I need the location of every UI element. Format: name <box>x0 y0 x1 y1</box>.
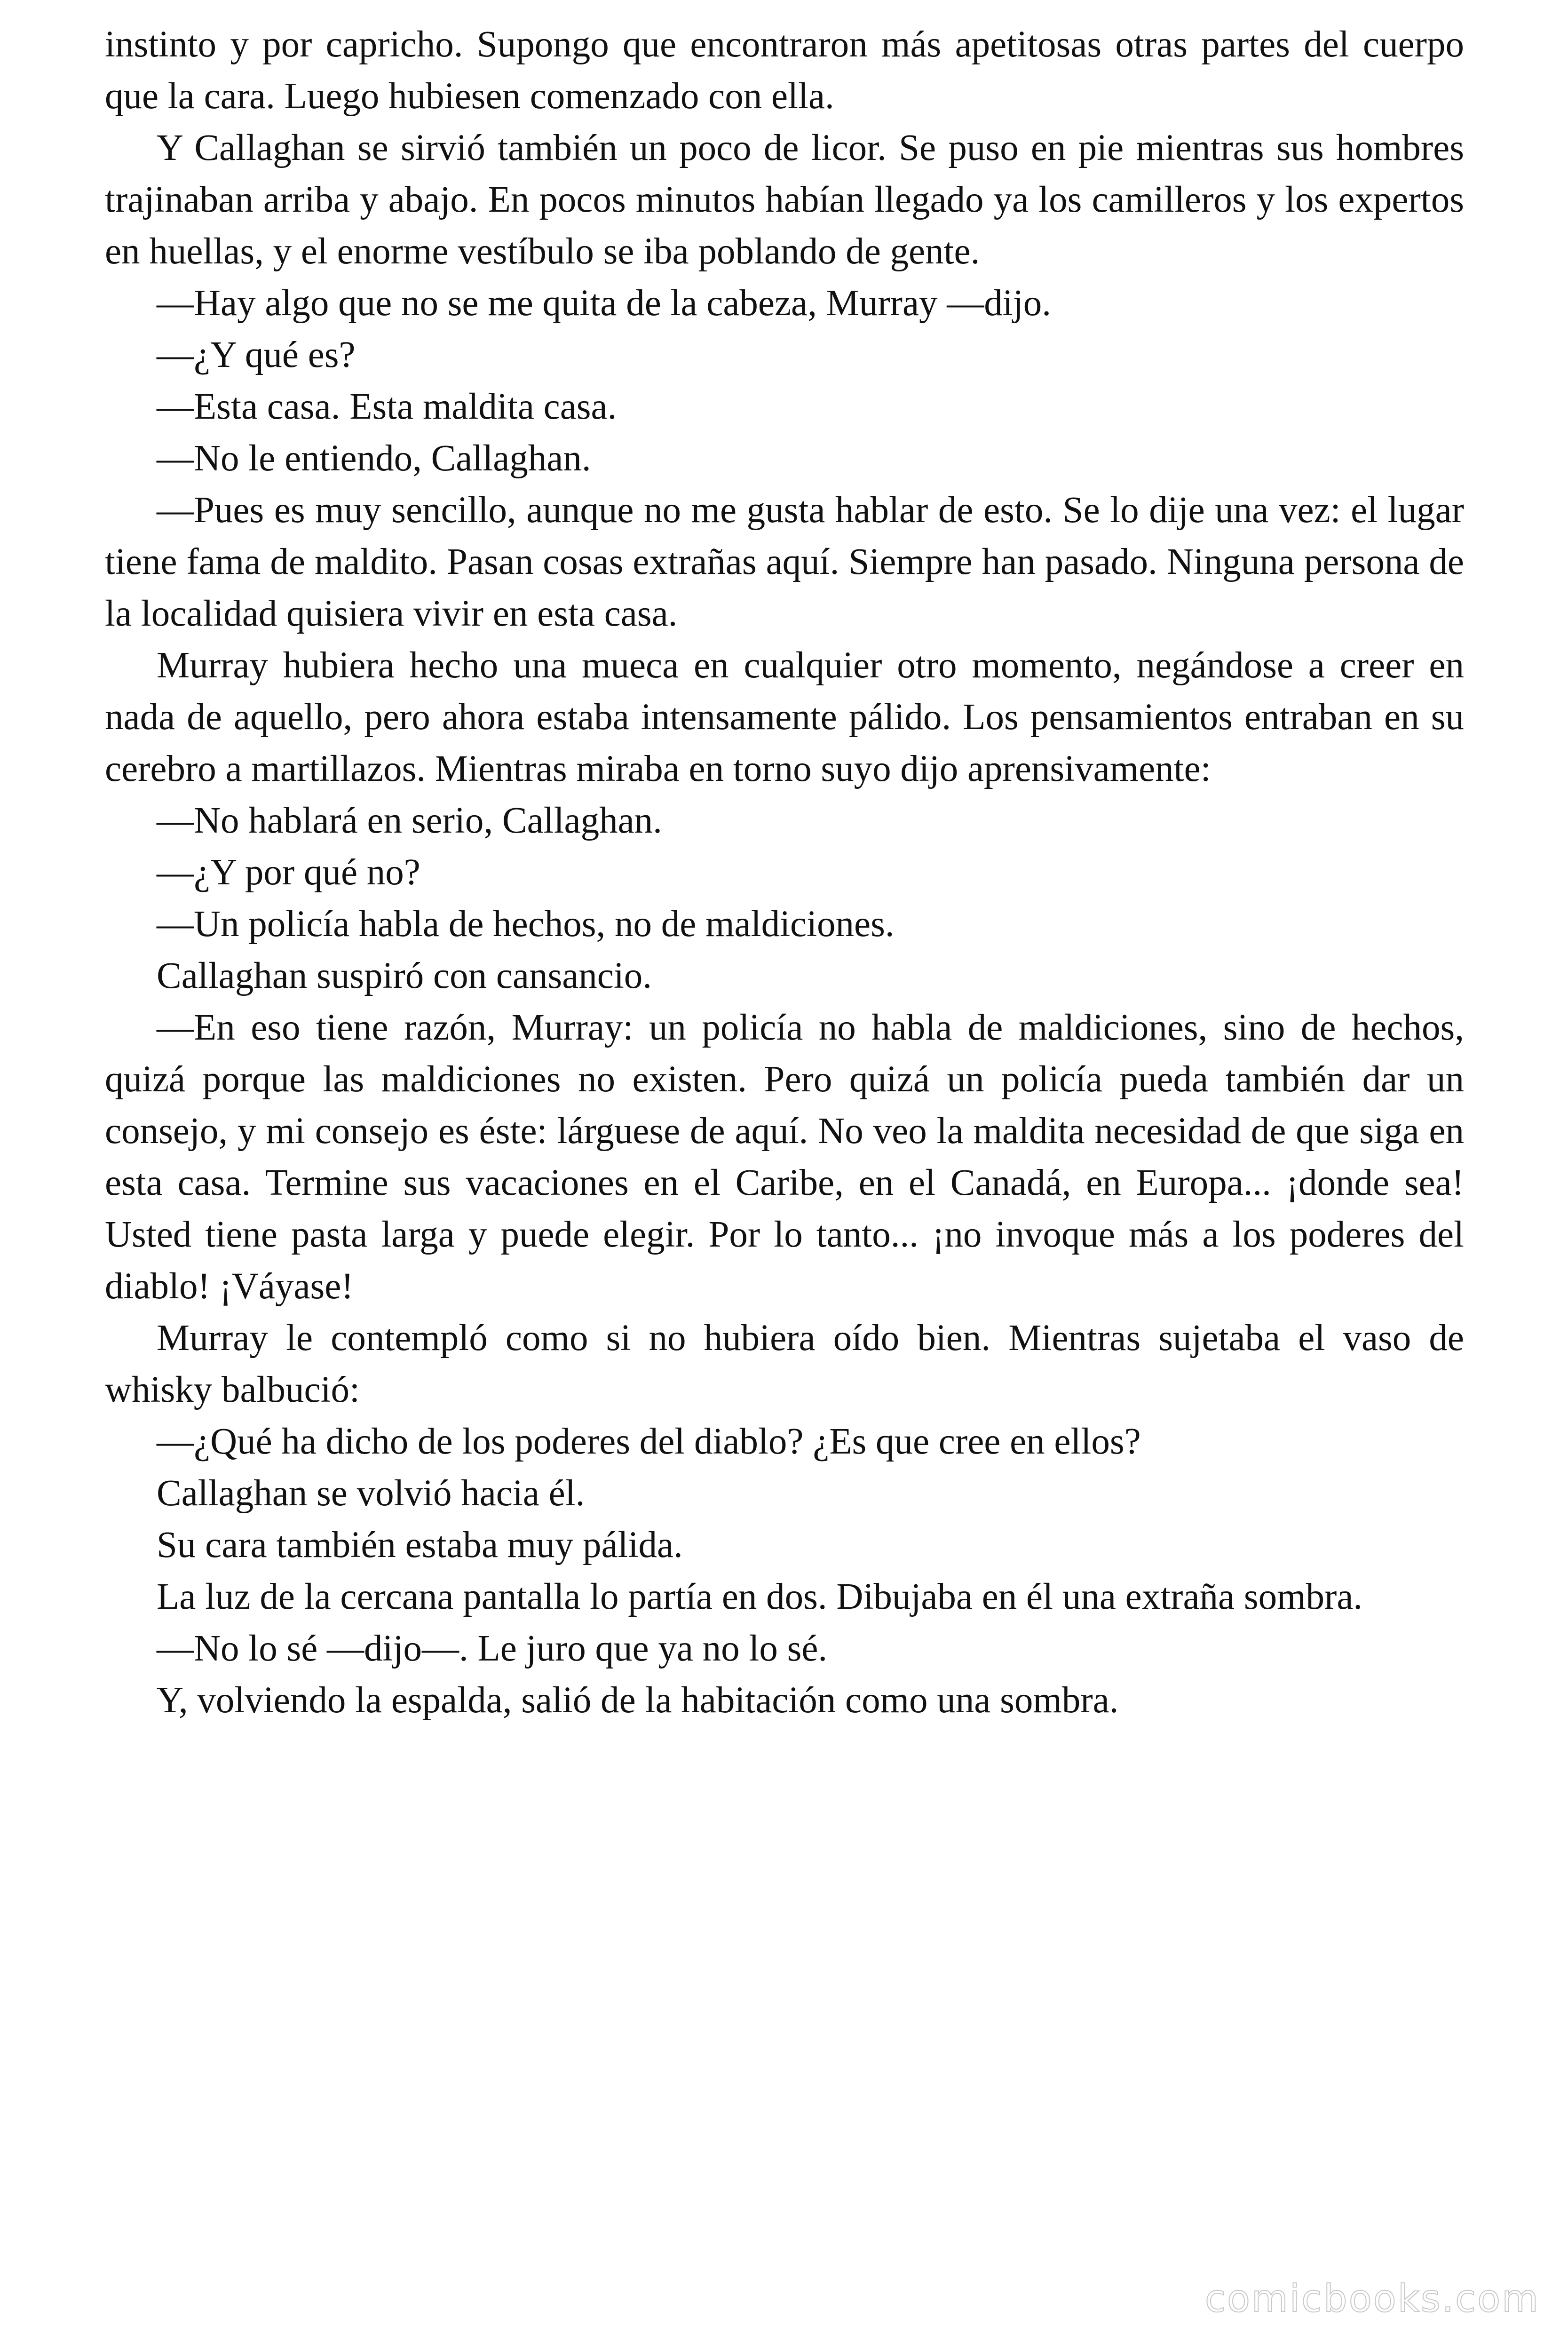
paragraph: Callaghan se volvió hacia él. <box>157 1473 585 1514</box>
dialogue-line: —¿Y por qué no? <box>157 852 420 893</box>
dialogue-line: —¿Qué ha dicho de los poderes del diablo? ¿Es que cree en ellos? <box>157 1421 1141 1462</box>
dialogue-line: —No lo sé —dijo—. Le juro que ya no lo sé. <box>157 1628 828 1669</box>
dialogue-line: —Hay algo que no se me quita de la cabeza, Murray —dijo. <box>157 283 1051 324</box>
paragraph: Y Callaghan se sirvió también un poco de licor. Se puso en pie mientras sus hombres trajinaban arriba y abajo. En pocos minutos habían llegado ya los camilleros y los expertos en huellas, y el enorme vestíbulo se iba poblando de gente. <box>105 127 1464 272</box>
paragraph: Callaghan suspiró con cansancio. <box>157 955 652 996</box>
paragraph: Murray le contempló como si no hubiera oído bien. Mientras sujetaba el vaso de whisky balbució: <box>105 1318 1464 1410</box>
dialogue-line: —No le entiendo, Callaghan. <box>157 438 591 479</box>
paragraph: instinto y por capricho. Supongo que encontraron más apetitosas otras partes del cuerpo que la cara. Luego hubiesen comenzado con ella. <box>105 24 1464 117</box>
page-body <box>105 19 1464 1726</box>
dialogue-line: —Un policía habla de hechos, no de maldiciones. <box>157 904 895 945</box>
paragraph: Su cara también estaba muy pálida. <box>157 1525 683 1565</box>
paragraph: La luz de la cercana pantalla lo partía en dos. Dibujaba en él una extraña sombra. <box>157 1576 1363 1617</box>
paragraph: Y, volviendo la espalda, salió de la habitación como una sombra. <box>157 1680 1119 1721</box>
dialogue-line: —¿Y qué es? <box>157 334 356 375</box>
dialogue-line: —En eso tiene razón, Murray: un policía no habla de maldiciones, sino de hechos, quizá porque las maldiciones no existen. Pero quizá un policía pueda también dar un consejo, y mi consejo es éste: lárguese de aquí. No veo la maldita necesidad de que siga en esta casa. Termine sus vacaciones en el Caribe, en el Canadá, en Europa... ¡donde sea! Usted tiene pasta larga y puede elegir. Por lo tanto... ¡no invoque más a los poderes del diablo! ¡Váyase! <box>105 1007 1464 1307</box>
dialogue-line: —Pues es muy sencillo, aunque no me gusta hablar de esto. Se lo dije una vez: el lugar tiene fama de maldito. Pasan cosas extrañas aquí. Siempre han pasado. Ninguna persona de la localidad quisiera vivir en esta casa. <box>105 490 1464 634</box>
watermark: comicbooks.com <box>1204 2277 1540 2320</box>
dialogue-line: —No hablará en serio, Callaghan. <box>157 800 662 841</box>
dialogue-line: —Esta casa. Esta maldita casa. <box>157 386 617 427</box>
paragraph: Murray hubiera hecho una mueca en cualquier otro momento, negándose a creer en nada de aquello, pero ahora estaba intensamente pálido. Los pensamientos entraban en su cerebro a martillazos. Mientras miraba en torno suyo dijo aprensivamente: <box>105 645 1464 789</box>
